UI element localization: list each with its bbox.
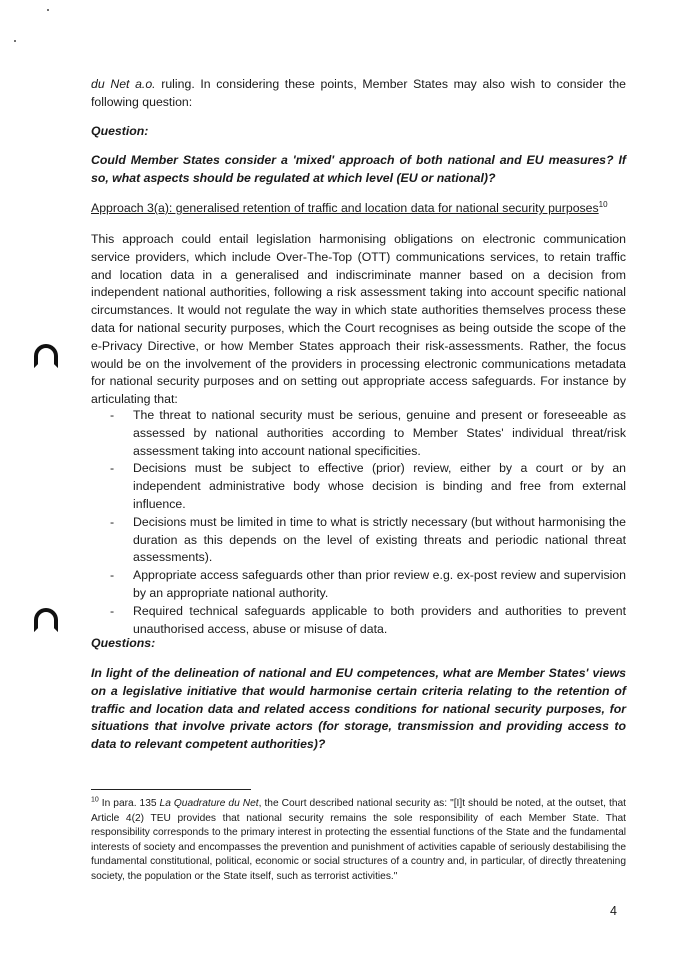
list-item-text: Required technical safeguards applicable to both providers and authorities to prevent unauthorised access, abuse or misuse of data. [133,603,626,636]
list-item [110,460,626,513]
scan-speck [47,9,49,11]
bullet-marker: - [110,461,115,476]
list-item [110,407,626,460]
footnote-text: , the Court described national security as: "[I]t should be noted, at the outset, that Article 4(2) TEU provides that national security remains the sole responsibility of each Member State. That responsibility corresponds to the primary interest in protecting the essential functions of the State and the fundamental interests of society and encompasses the prevention and punishment of activities capable of seriously destabilising the fundamental constitutional, political, economic or social structures of a country and, in particular, of directly threatening society, the population or the State itself, such as terrorist activities." [91,798,626,882]
footnote [91,797,626,884]
list-item-text: Decisions must be limited in time to what is strictly necessary (but without harmonising the duration as this depends on the level of existing threats and periodic national threat assessments). [133,514,626,565]
intro-text: ruling. In considering these points, Member States may also wish to consider the following question: [91,77,626,109]
footnote-divider [91,789,251,790]
list-item-text: The threat to national security must be serious, genuine and present or foreseeable as assessed by national authorities according to Member States' individual threat/risk assessment taking into account national specificities. [133,408,626,458]
approach-body: This approach could entail legislation harmonising obligations on electronic communication service providers, which include Over-The-Top (OTT) communications services, to retain traffic and location data in a generalised and indiscriminate manner based on a decision from independent national authorities, following a risk assessment taking into account specific national circumstances. It would not regulate the way in which state authorities themselves process these data for national security purposes, which the Court recognises as being outside the scope of the e-Privacy Directive, or how Member States approach their risk-assessments. Rather, the focus would be on the involvement of the providers in processing electronic communications metadata for national security purposes and on setting out appropriate access safeguards. For instance by articulating that: [91,232,626,407]
hole-punch-mark [34,344,58,368]
questions-text: In light of the delineation of national and EU competences, what are Member States' views on a legislative initiative that would harmonise certain criteria relating to the retention of traffic and location data and related access conditions for national security purposes, for situations that involve private actors (for storage, transmission and providing access to data to relevant competent authorities)? [91,666,626,752]
footnote-number: 10 [91,796,99,804]
list-item [110,567,626,603]
question-label: Question: [91,124,149,138]
list-item [110,603,626,639]
footnote-case-name: La Quadrature du Net [159,798,259,809]
hole-punch-mark [34,608,58,632]
scan-speck [14,40,16,42]
bullet-marker: - [110,568,115,583]
intro-paragraph [91,76,626,112]
bullet-marker: - [110,603,115,618]
bullet-marker: - [110,514,115,529]
approach-heading-text: Approach 3(a): generalised retention of traffic and location data for national security purposes [91,201,599,215]
footnote-lead: In para. 135 [98,798,160,809]
approach-heading [91,200,626,218]
bullet-marker: - [110,408,115,422]
page-number: 4 [610,904,617,918]
questions-label: Questions: [91,636,156,650]
list-item [110,514,626,567]
intro-ruling-name: du Net a.o. [91,77,156,91]
question-text: Could Member States consider a 'mixed' approach of both national and EU measures? If so, what aspects should be regulated at which level (EU or national)? [91,153,626,185]
list-item-text: Decisions must be subject to effective (prior) review, either by a court or by an independent administrative body whose decision is binding and free from external influence. [133,461,626,511]
footnote-ref[interactable]: 10 [598,199,608,209]
safeguard-list [110,407,626,638]
list-item-text: Appropriate access safeguards other than prior review e.g. ex-post review and supervision by an appropriate national authority. [133,568,626,600]
